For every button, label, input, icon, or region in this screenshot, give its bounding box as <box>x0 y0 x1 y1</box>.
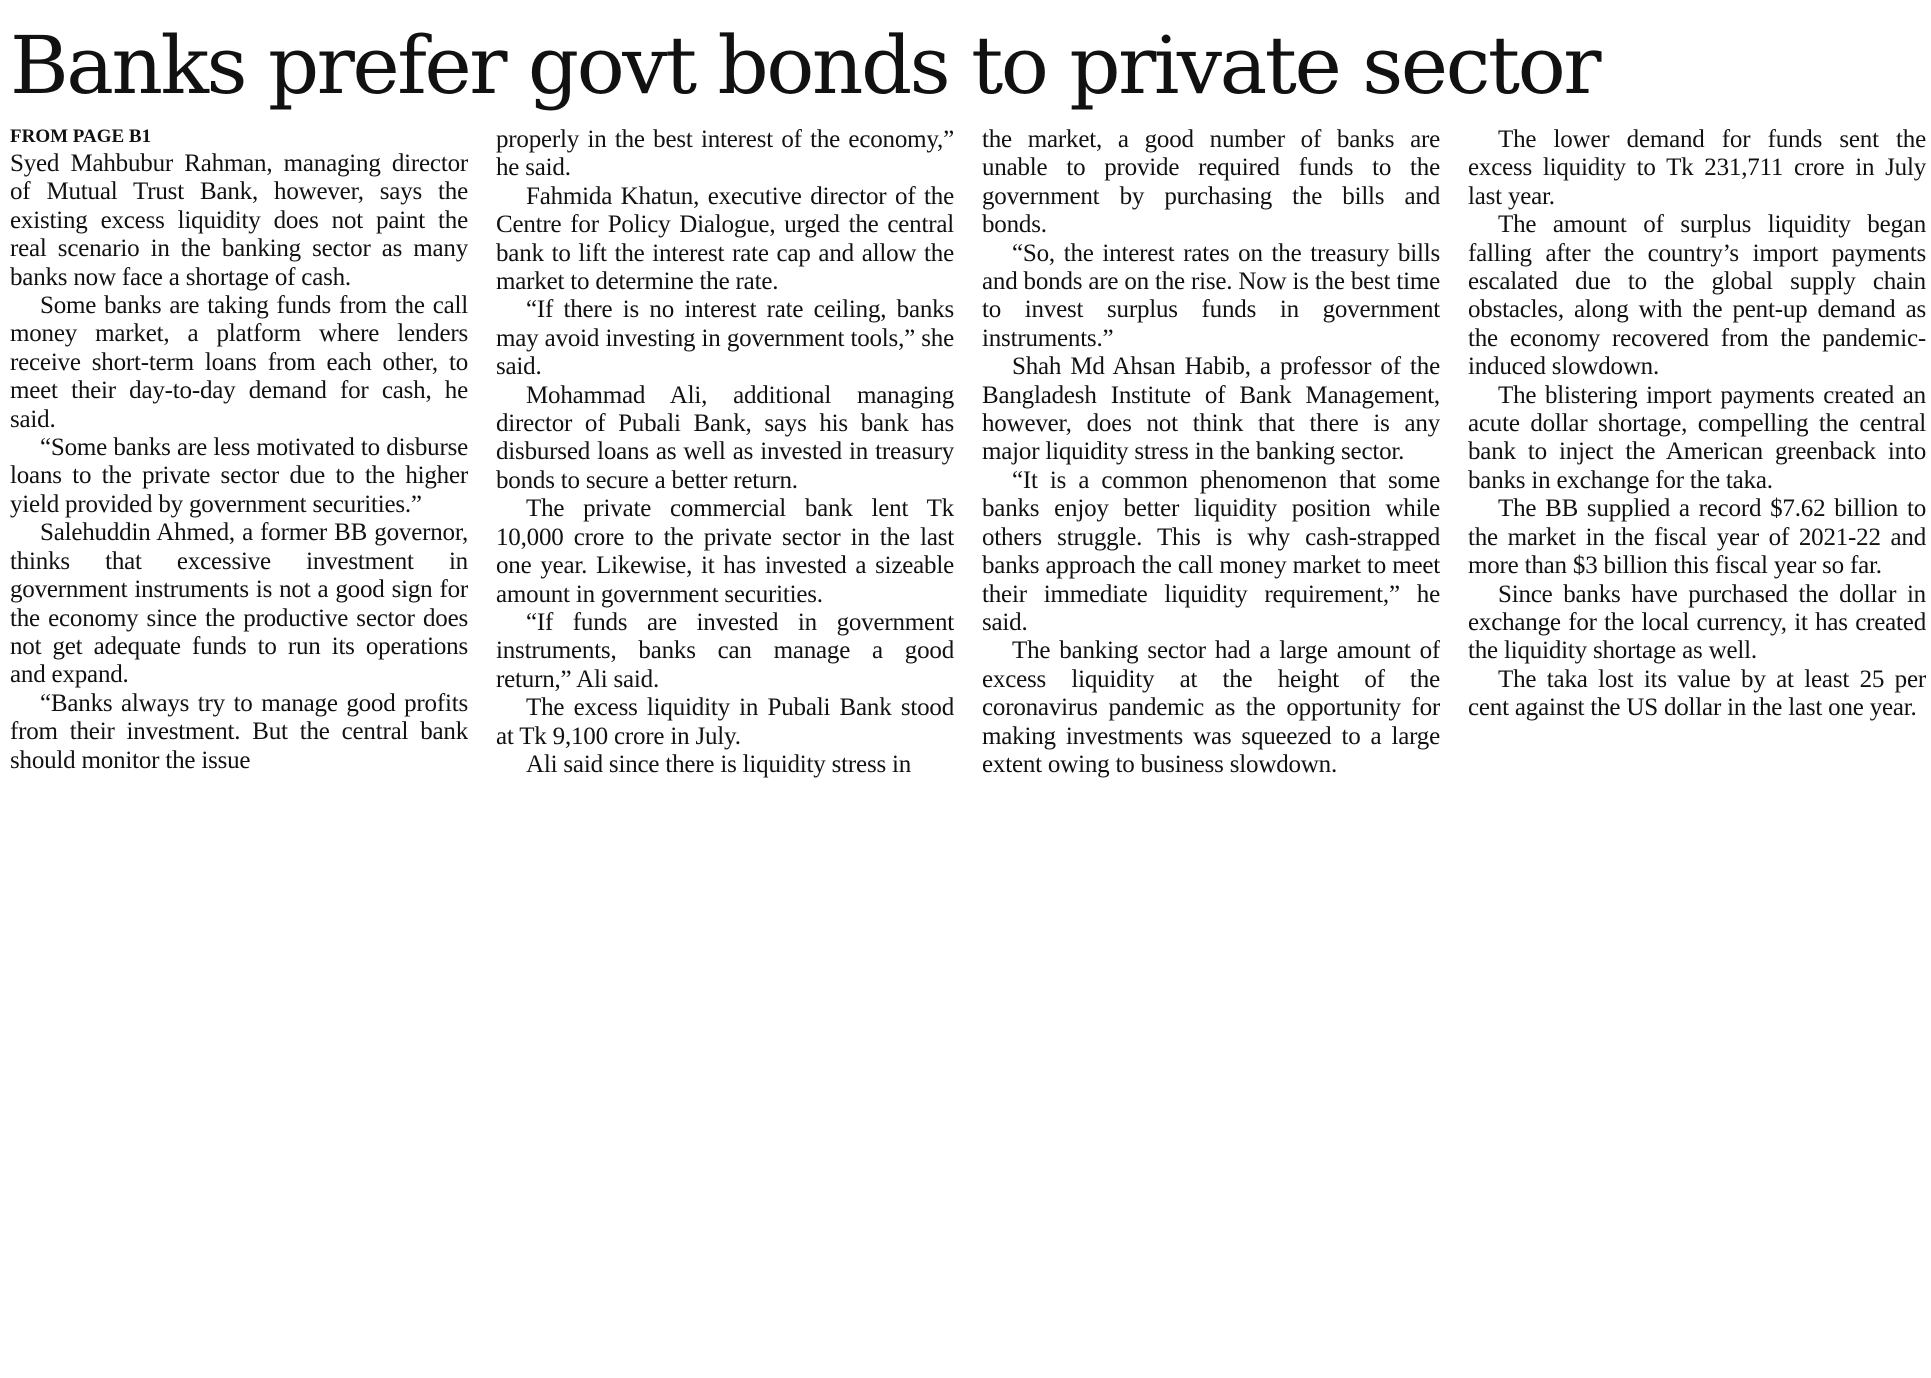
jump-line: FROM PAGE B1 <box>10 126 152 147</box>
paragraph: The taka lost its value by at least 25 per cent against the US dollar in the last one year. <box>1468 665 1926 722</box>
paragraph: the market, a good number of banks are unable to provide required funds to the government by purchasing the bills and bonds. <box>982 126 1440 239</box>
paragraph: “It is a common phenomenon that some banks enjoy better liquidity position while others struggle. This is why cash-strapped banks approach the call money market to meet their immediate liquidity requirement,” he said. <box>982 466 1440 636</box>
paragraph: The banking sector had a large amount of excess liquidity at the height of the coronavirus pandemic as the opportunity for making investments was squeezed to a large extent owing to business slowdown. <box>982 637 1440 778</box>
paragraph: Some banks are taking funds from the call money market, a platform where lenders receive short-term loans from each other, to meet their day-to-day demand for cash, he said. <box>10 292 468 433</box>
paragraph: Since banks have purchased the dollar in exchange for the local currency, it has created the liquidity shortage as well. <box>1468 580 1926 665</box>
paragraph: Shah Md Ahsan Habib, a professor of the Bangladesh Institute of Bank Management, however, does not think that there is any major liquidity stress in the banking sector. <box>982 353 1440 466</box>
paragraph: “Some banks are less motivated to disburse loans to the private sector due to the higher yield provided by government securities.” <box>10 434 468 518</box>
article-body <box>10 126 1927 856</box>
paragraph: The lower demand for funds sent the excess liquidity to Tk 231,711 crore in July last year. <box>1468 126 1926 210</box>
paragraph: The BB supplied a record $7.62 billion to the market in the fiscal year of 2021-22 and more than $3 billion this fiscal year so far. <box>1468 495 1926 580</box>
paragraph: Fahmida Khatun, executive director of the Centre for Policy Dialogue, urged the central bank to lift the interest rate cap and allow the market to determine the rate. <box>496 182 954 296</box>
paragraph: Syed Mahbubur Rahman, managing director of Mutual Trust Bank, however, says the existing excess liquidity does not paint the real scenario in the banking sector as many banks now face a shortage of cash. <box>10 150 468 291</box>
paragraph: The amount of surplus liquidity began falling after the country’s import payments escalated due to the global supply chain obstacles, along with the pent-up demand as the economy recovered from the pandemic-induced slowdown. <box>1468 211 1926 381</box>
paragraph: The private commercial bank lent Tk 10,000 crore to the private sector in the last one year. Likewise, it has invested a sizeable amount in government securities. <box>496 495 954 608</box>
paragraph: Mohammad Ali, additional managing director of Pubali Bank, says his bank has disbursed loans as well as invested in treasury bonds to secure a better return. <box>496 381 954 494</box>
paragraph: “If there is no interest rate ceiling, banks may avoid investing in government tools,” she said. <box>496 296 954 381</box>
column-4 <box>1468 126 1926 856</box>
paragraph: “Banks always try to manage good profits from their investment. But the central bank should monitor the issue <box>10 689 468 774</box>
paragraph: Ali said since there is liquidity stress in <box>526 750 912 778</box>
column-2 <box>496 126 954 856</box>
column-1 <box>10 126 468 856</box>
column-3 <box>982 126 1440 856</box>
paragraph: The excess liquidity in Pubali Bank stood at Tk 9,100 crore in July. <box>496 694 954 750</box>
paragraph: “If funds are invested in government instruments, banks can manage a good return,” Ali said. <box>496 608 954 693</box>
paragraph: “So, the interest rates on the treasury bills and bonds are on the rise. Now is the best time to invest surplus funds in government instruments.” <box>982 239 1440 352</box>
paragraph: The blistering import payments created an acute dollar shortage, compelling the central bank to inject the American greenback into banks in exchange for the taka. <box>1468 381 1926 494</box>
paragraph: Salehuddin Ahmed, a former BB governor, thinks that excessive investment in government instruments is not a good sign for the economy since the productive sector does not get adequate funds to run its operations and expand. <box>10 519 468 689</box>
article-headline: Banks prefer govt bonds to private sector <box>10 19 1599 112</box>
paragraph: properly in the best interest of the economy,” he said. <box>496 126 954 182</box>
